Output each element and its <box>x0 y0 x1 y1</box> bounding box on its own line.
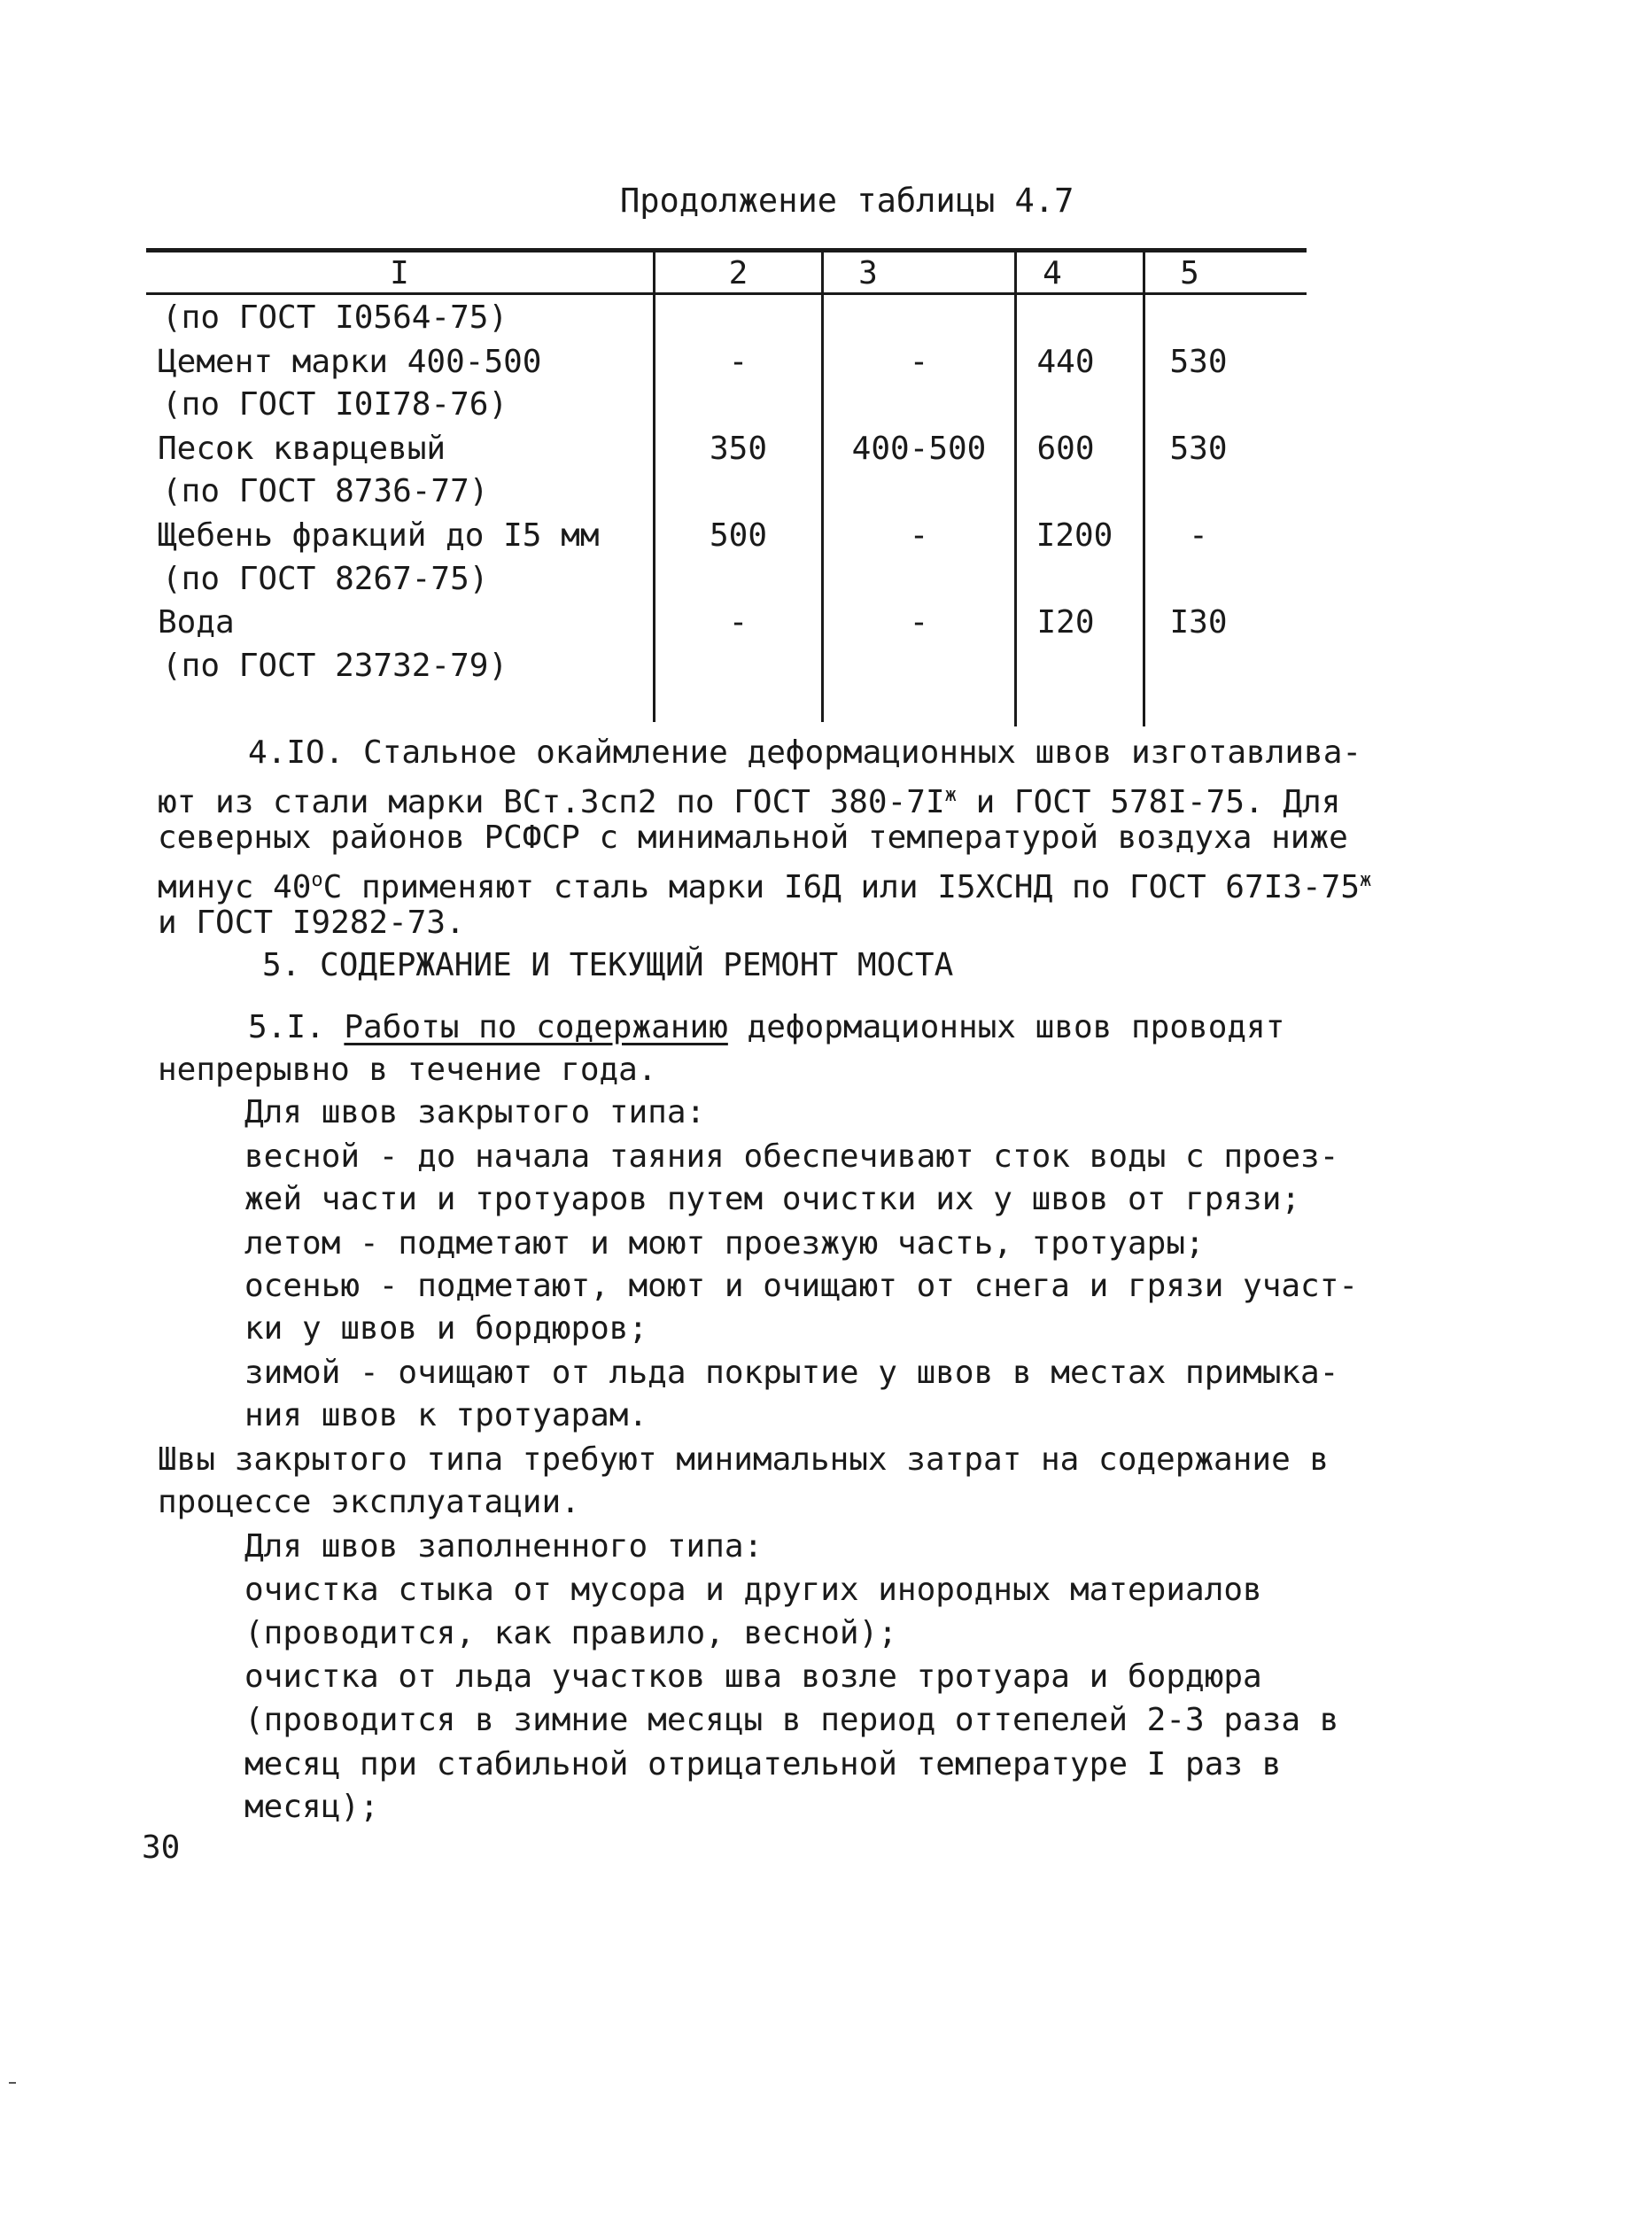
column-header-5: 5 <box>1180 255 1199 291</box>
filled-type-intro: Для швов заполненного типа: <box>244 1528 764 1565</box>
table-cell: 400-500 <box>851 431 987 467</box>
table-cell: - <box>728 604 748 641</box>
table-row-name: (по ГОСТ 8736-77) <box>162 473 489 509</box>
column-header-1: I <box>390 255 409 291</box>
table-cell: 530 <box>1169 431 1228 467</box>
column-divider <box>653 252 655 722</box>
list-item: жей части и тротуаров путем очистки их у швов от грязи; <box>244 1181 1301 1217</box>
closed-type-summary: Швы закрытого типа требуют минимальных затрат на содержание в <box>158 1441 1330 1478</box>
para-4-10-line: северных районов РСФСР с минимальной температурой воздуха ниже <box>158 819 1348 856</box>
para-4-10-line: ют из стали марки ВСт.3сп2 по ГОСТ $380-7I^ж$ и ГОСТ 578I-75. Для <box>158 784 1341 820</box>
column-header-4: 4 <box>1043 255 1062 291</box>
column-divider <box>1014 252 1017 726</box>
list-item: летом - подметают и моют проезжую часть, тротуары; <box>244 1225 1205 1262</box>
materials-table <box>146 246 1307 725</box>
table-row-name: (по ГОСТ 8267-75) <box>162 561 489 597</box>
table-cell: - <box>909 604 929 641</box>
table-row-name: Песок кварцевый <box>158 431 446 467</box>
table-header-rule <box>146 292 1307 295</box>
para-4-10-line: минус $40^оС$ применяют сталь марки I6Д или I5ХСНД по ГОСТ $67I3-75^ж$ <box>158 869 1372 905</box>
scan-mark <box>9 2082 16 2084</box>
list-item: (проводится в зимние месяцы в период оттепелей 2-3 раза в <box>244 1702 1339 1738</box>
list-item: месяц); <box>244 1789 379 1825</box>
table-row-name: (по ГОСТ 23732-79) <box>162 648 508 684</box>
table-cell: - <box>909 517 929 554</box>
list-item: очистка стыка от мусора и других инородных материалов <box>244 1572 1262 1608</box>
table-continuation-title: Продолжение таблицы 4.7 <box>620 182 1074 220</box>
table-cell: 350 <box>709 431 768 467</box>
para-5-1-line: непрерывно в течение года. <box>158 1052 657 1088</box>
column-divider <box>821 252 824 722</box>
column-header-3: 3 <box>858 255 878 291</box>
table-row-name: (по ГОСТ I0564-75) <box>162 299 508 336</box>
table-row-name: (по ГОСТ I0I78-76) <box>162 386 508 423</box>
para-4-10-line: и ГОСТ I9282-73. <box>158 905 465 941</box>
list-item: осенью - подметают, моют и очищают от снега и грязи участ- <box>244 1268 1359 1304</box>
list-item: весной - до начала таяния обеспечивают сток воды с проез- <box>244 1138 1339 1175</box>
table-row-name: Вода <box>158 604 235 641</box>
table-cell: 440 <box>1036 344 1095 380</box>
para-4-10-line: 4.IO. Стальное окаймление деформационных швов изготавлива- <box>248 734 1362 771</box>
table-row-name: Щебень фракций до I5 мм <box>158 517 600 554</box>
table-cell: I20 <box>1036 604 1095 641</box>
table-cell: I30 <box>1169 604 1228 641</box>
page-number: 30 <box>142 1829 181 1866</box>
table-cell: 600 <box>1036 431 1095 467</box>
list-item: зимой - очищают от льда покрытие у швов в местах примыка- <box>244 1355 1339 1391</box>
table-cell: I200 <box>1035 517 1113 554</box>
list-item: ния швов к тротуарам. <box>244 1397 648 1433</box>
table-cell: 500 <box>709 517 768 554</box>
list-item: (проводится, как правило, весной); <box>244 1615 897 1651</box>
table-top-rule <box>146 248 1307 252</box>
para-5-1-line: 5.I. Работы по содержанию деформационных швов проводят <box>248 1009 1285 1045</box>
column-header-2: 2 <box>728 255 748 291</box>
closed-type-summary: процессе эксплуатации. <box>158 1484 580 1520</box>
table-cell: - <box>1189 517 1208 554</box>
list-item: очистка от льда участков шва возле тротуара и бордюра <box>244 1658 1262 1695</box>
table-cell: - <box>909 344 929 380</box>
table-cell: 530 <box>1169 344 1228 380</box>
list-item: ки у швов и бордюров; <box>244 1310 648 1347</box>
closed-type-intro: Для швов закрытого типа: <box>244 1094 706 1130</box>
list-item: месяц при стабильной отрицательной температуре I раз в <box>244 1746 1282 1783</box>
underlined-phrase: Работы по содержанию <box>344 1009 728 1045</box>
section-heading: 5. СОДЕРЖАНИЕ И ТЕКУЩИЙ РЕМОНТ МОСТА <box>262 947 954 983</box>
table-row-name: Цемент марки 400-500 <box>158 344 542 380</box>
table-cell: - <box>728 344 748 380</box>
column-divider <box>1143 252 1145 726</box>
